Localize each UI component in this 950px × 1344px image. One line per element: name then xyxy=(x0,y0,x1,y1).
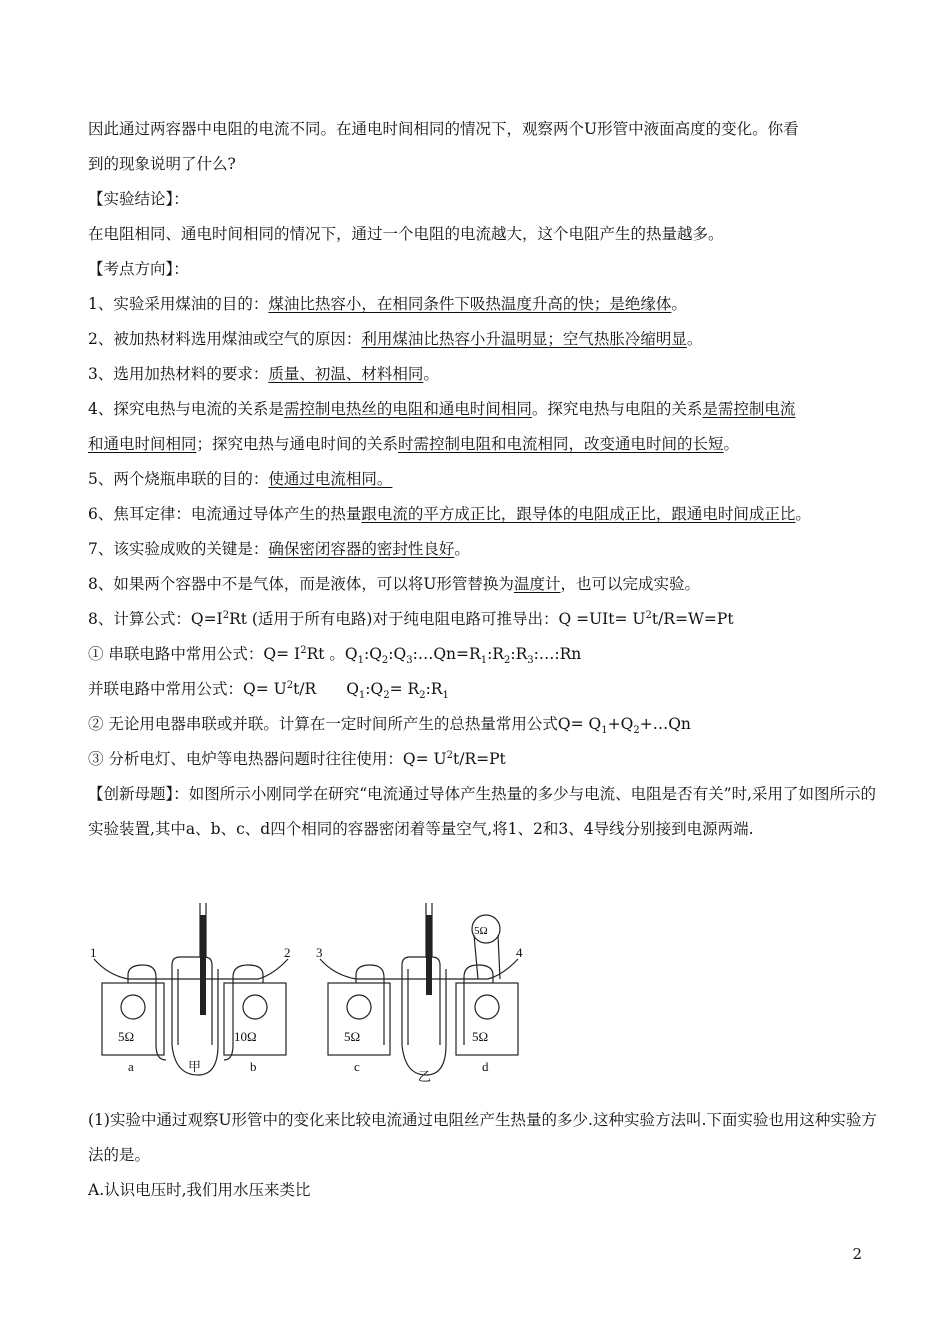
u-tube-yi xyxy=(402,903,446,1075)
intro-line-1: 因此通过两容器中电阻的电流不同。在通电时间相同的情况下，观察两个U形管中液面高度的变化。你看 xyxy=(88,120,799,138)
resistor-a-label: 5Ω xyxy=(118,1029,135,1044)
superscript: 2 xyxy=(286,679,294,691)
item-answer: 时需控制电阻和电流相同，改变通电时间的长短 xyxy=(398,435,724,453)
item-answer: 是需控制电流 xyxy=(702,400,796,418)
formula-text: t/R=Pt xyxy=(453,750,506,768)
formula-text: ② 无论用电器串联或并联。计算在一定时间所产生的总热量常用公式Q= Q xyxy=(88,715,602,733)
subscript: 1 xyxy=(601,725,608,737)
exam-heading: 【考点方向】： xyxy=(88,260,189,278)
item-answer: 利用煤油比热容小升温明显；空气热胀冷缩明显 xyxy=(361,330,687,348)
exam-item-6 xyxy=(88,497,878,532)
item-text: 8、如果两个容器中不是气体，而是液体，可以将U形管替换为 xyxy=(88,575,514,593)
superscript: 2 xyxy=(300,644,307,656)
item-answer: 确保密闭容器的密封性良好 xyxy=(268,540,455,558)
item-answer: 质量、初温、材料相同 xyxy=(268,365,424,383)
formula-text: :…Qn=R xyxy=(412,645,481,663)
conclusion-text: 在电阻相同、通电时间相同的情况下，通过一个电阻的电流越大，这个电阻产生的热量越多。 xyxy=(88,225,724,243)
intro-line-2: 到的现象说明了什么? xyxy=(88,155,236,173)
container-a-label: a xyxy=(128,1059,134,1074)
item-text: 。 xyxy=(671,295,687,313)
item-answer: 跟电流的平方成正比，跟导体的电阻成正比，跟通电时间成正比 xyxy=(361,505,796,523)
liquid-column-jia xyxy=(200,915,206,1015)
item-text: 。 xyxy=(723,435,740,453)
formula-text: :Q xyxy=(365,680,384,698)
resistor-external-label: 5Ω xyxy=(474,925,488,937)
subscript: 1 xyxy=(480,655,488,667)
item-text: 。 xyxy=(686,330,703,348)
formula-text: 8、计算公式：Q=I xyxy=(88,610,223,628)
formula-text: Rt (适用于所有电路)对于纯电阻电路可推导出：Q =UIt= U xyxy=(229,610,646,628)
item-text: 。探究电热与电阻的关系 xyxy=(531,400,703,418)
item-text: ；探究电热与通电时间的关系 xyxy=(196,435,399,453)
item-text: 。 xyxy=(795,505,811,523)
item-answer: 温度计 xyxy=(513,575,561,593)
item-answer: 煤油比热容小，在相同条件下吸热温度升高的快；是绝缘体 xyxy=(268,295,672,313)
resistor-d-label: 5Ω xyxy=(472,1029,489,1044)
coil-a xyxy=(121,995,145,1019)
superscript: 2 xyxy=(222,609,230,621)
formula-line xyxy=(88,602,878,637)
setup-yi-label: 乙 xyxy=(418,1069,432,1084)
subscript: 1 xyxy=(442,690,449,702)
resistor-b-label: 10Ω xyxy=(234,1029,257,1044)
subscript: 2 xyxy=(381,655,389,667)
wire-label-4: 4 xyxy=(516,945,523,960)
u-tube-jia xyxy=(172,903,218,1075)
exam-item-1 xyxy=(88,287,878,322)
subscript: 1 xyxy=(358,690,366,702)
subscript: 2 xyxy=(419,690,426,702)
item-text: 4、探究电热与电流的关系是 xyxy=(88,400,284,418)
item-answer: 需控制电热丝的电阻和通电时间相同 xyxy=(283,400,532,418)
formula-text: Q xyxy=(346,680,359,698)
wire-jia xyxy=(94,959,288,979)
innovation-problem: 【创新母题】：如图所示小刚同学在研究“电流通过导体产生热量的多少与电流、电阻是否有关”时,采用了如图所示的实验装置,其中a、b、c、d四个相同的容器密闭着等量空气,将1、2和3、4导线分别接到电源两端. xyxy=(88,785,877,838)
total-heat-formula xyxy=(88,707,878,742)
container-c-label: c xyxy=(354,1059,360,1074)
resistor-c-label: 5Ω xyxy=(344,1029,361,1044)
item-text: 1、实验采用煤油的目的： xyxy=(88,295,269,313)
coil-c xyxy=(347,995,371,1019)
formula-text: :…:Rn xyxy=(533,645,582,663)
superscript: 2 xyxy=(446,749,453,761)
coil-d xyxy=(475,995,499,1019)
item-text: 6、焦耳定律：电流通过导体产生的热量 xyxy=(88,505,362,523)
wire-label-1: 1 xyxy=(90,945,97,960)
subscript: 3 xyxy=(406,655,413,667)
document-body xyxy=(88,112,878,847)
subscript: 2 xyxy=(633,725,640,737)
formula-text: t/R=W=Pt xyxy=(651,610,734,628)
formula-text: :R xyxy=(510,645,528,663)
exam-item-4 xyxy=(88,392,878,462)
container-d-label: d xyxy=(482,1059,489,1074)
item-text: 3、选用加热材料的要求： xyxy=(88,365,269,383)
formula-text: t/R xyxy=(293,680,317,698)
item-text: 5、两个烧瓶串联的目的： xyxy=(88,470,269,488)
liquid-column-yi xyxy=(426,915,432,995)
exam-item-5 xyxy=(88,462,878,497)
subscript: 3 xyxy=(527,655,534,667)
item-answer: 和通电时间相同 xyxy=(88,435,197,453)
coil-b xyxy=(243,995,267,1019)
exam-item-7 xyxy=(88,532,878,567)
item-answer: 使通过电流相同。 xyxy=(268,470,393,488)
subscript: 2 xyxy=(503,655,511,667)
subscript: 1 xyxy=(357,655,364,667)
item-text: 。 xyxy=(423,365,439,383)
item-text: ，也可以完成实验。 xyxy=(560,575,700,593)
exam-item-2 xyxy=(88,322,878,357)
formula-text: Rt 。Q xyxy=(306,645,358,663)
formula-text: = R xyxy=(389,680,420,698)
superscript: 2 xyxy=(645,609,652,621)
formula-text: :R xyxy=(425,680,443,698)
wire-label-2: 2 xyxy=(284,945,291,960)
page-number: 2 xyxy=(852,1245,862,1263)
series-formula xyxy=(88,637,878,672)
formula-text: :R xyxy=(487,645,504,663)
heater-formula xyxy=(88,742,878,777)
question-1: (1)实验中通过观察U形管中的变化来比较电流通过电阻丝产生热量的多少.这种实验方法叫.下面实验也用这种实验方法的是。 xyxy=(88,1111,877,1164)
formula-text: 并联电路中常用公式：Q= U xyxy=(88,680,287,698)
parallel-formula xyxy=(88,672,878,707)
exam-item-8 xyxy=(88,567,878,602)
formula-text: ③ 分析电灯、电炉等电热器问题时往往使用：Q= U xyxy=(88,750,447,768)
wire-label-3: 3 xyxy=(316,945,323,960)
question-section xyxy=(88,1103,878,1208)
item-text: 7、该实验成败的关键是： xyxy=(88,540,269,558)
exam-item-3 xyxy=(88,357,878,392)
item-text: 。 xyxy=(454,540,470,558)
formula-text: ① 串联电路中常用公式：Q= I xyxy=(88,645,301,663)
formula-text: :Q xyxy=(363,645,382,663)
subscript: 2 xyxy=(383,690,390,702)
formula-text: +…Qn xyxy=(639,715,691,733)
formula-text: :Q xyxy=(388,645,407,663)
container-b-label: b xyxy=(250,1059,257,1074)
conclusion-heading: 【实验结论】： xyxy=(88,190,189,208)
option-a: A.认识电压时,我们用水压来类比 xyxy=(88,1181,311,1199)
formula-text: +Q xyxy=(607,715,634,733)
item-text: 2、被加热材料选用煤油或空气的原因： xyxy=(88,330,362,348)
experiment-figure xyxy=(88,895,528,1085)
setup-jia-label: 甲 xyxy=(188,1059,202,1074)
